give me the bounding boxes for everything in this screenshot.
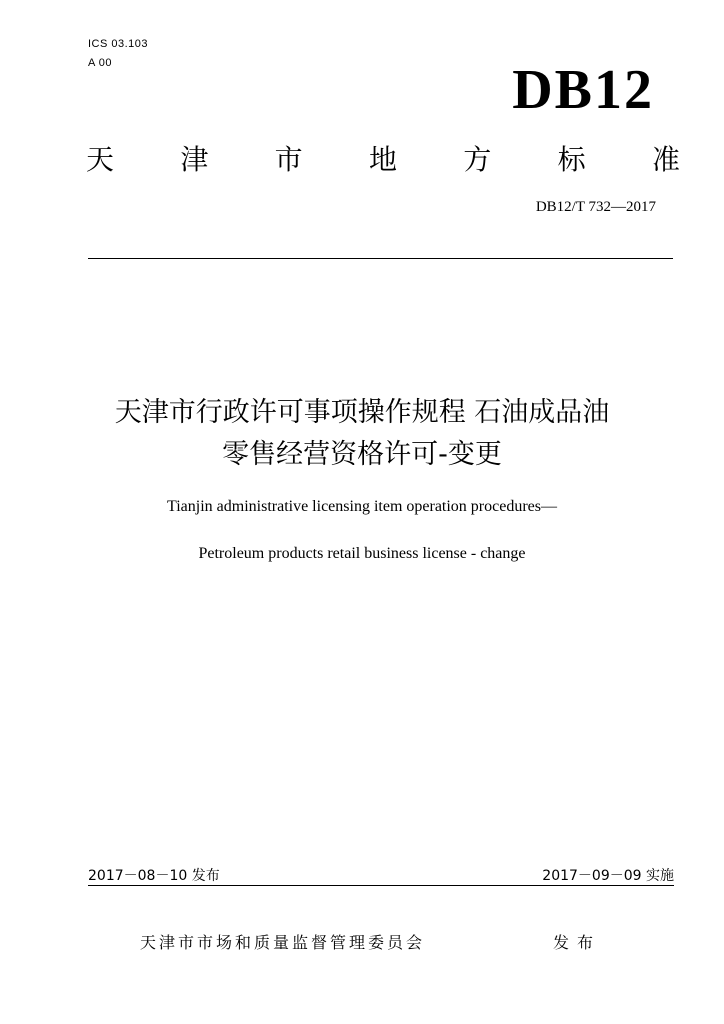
standard-type-char: 准 (651, 143, 680, 176)
standard-type-char: 天 (86, 143, 115, 176)
standard-type (86, 142, 680, 178)
standard-type-char: 津 (180, 143, 209, 176)
chinese-title-line-1: 天津市行政许可事项操作规程 石油成品油 (114, 397, 610, 428)
chinese-title-line-2: 零售经营资格许可-变更 (222, 439, 502, 470)
top-divider (88, 258, 673, 259)
ccs-code: A 00 (88, 57, 113, 69)
implementation-date: 2017－09－09 实施 (542, 868, 674, 884)
english-title (40, 496, 684, 565)
english-title-line-1: Tianjin administrative licensing item operation procedures— (167, 498, 557, 515)
standard-type-char: 标 (557, 143, 586, 176)
standard-number: DB12/T 732—2017 (535, 199, 656, 215)
chinese-title (40, 392, 684, 476)
publisher: 天津市市场和质量监督管理委员会 (140, 933, 426, 952)
standard-type-char: 地 (368, 143, 397, 176)
english-title-line-2: Petroleum products retail business license - change (198, 545, 526, 562)
standard-code: DB12 (512, 59, 654, 121)
standard-type-char: 方 (463, 143, 492, 176)
bottom-divider (88, 885, 674, 886)
ics-code: ICS 03.103 (88, 38, 149, 50)
standard-type-char: 市 (274, 143, 303, 176)
publish-word: 发布 (553, 933, 602, 952)
issue-date: 2017－08－10 发布 (88, 868, 220, 884)
